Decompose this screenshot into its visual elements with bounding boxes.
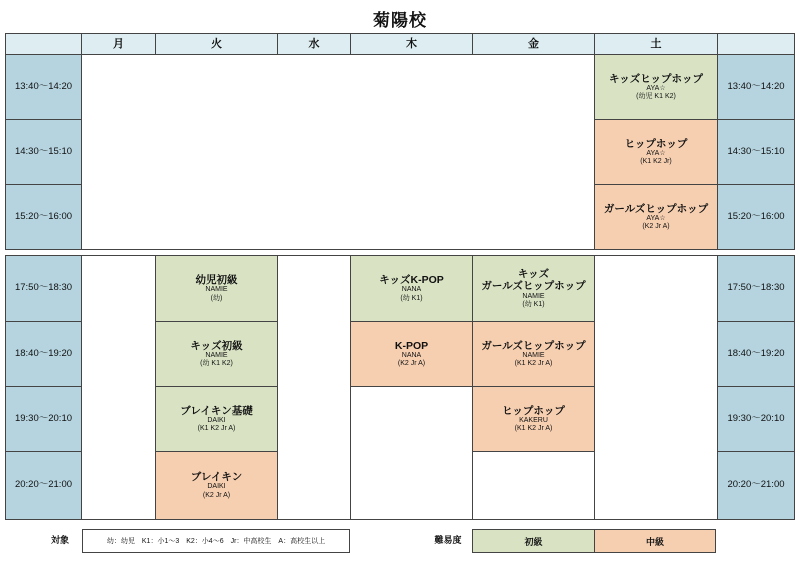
target-legend-label: 対象 [50, 535, 69, 545]
header-day-wed: 水 [277, 33, 351, 55]
difficulty-legend-label: 難易度 [434, 535, 462, 545]
class-teacher: NAMIE [205, 351, 228, 359]
class-teacher: AYA☆ [646, 214, 666, 222]
class-name: キッズ初級 [190, 339, 243, 352]
header-corner-right [717, 33, 795, 55]
time-label-right: 14:30～15:10 [717, 119, 795, 185]
target-legend-box [82, 529, 350, 553]
class-target: (幼児 K1 K2) [636, 93, 676, 101]
time-label-left: 14:30～15:10 [5, 119, 82, 185]
class-target: (幼 K1 K2) [200, 360, 233, 368]
class-target: (K2 Jr A) [642, 223, 670, 231]
time-label-right: 13:40～14:20 [717, 54, 795, 120]
target-legend-text: 幼：幼児 K1：小1～3 K2：小4～6 Jr：中高校生 A：高校生以上 [106, 538, 326, 545]
class-target: (K1 K2 Jr A) [514, 360, 553, 368]
time-label-left: 20:20～21:00 [5, 451, 82, 520]
class-cell-sat-kids-hiphop[interactable] [594, 54, 718, 120]
class-cell-tue-infant-beginner[interactable] [155, 255, 278, 322]
class-target: (K1 K2 Jr A) [197, 425, 236, 433]
class-name: K-POP [394, 339, 429, 352]
class-cell-thu-kpop[interactable] [350, 321, 473, 387]
empty-column-mon [81, 255, 156, 520]
class-target: (幼 K1) [400, 294, 423, 302]
class-teacher: AYA☆ [646, 149, 666, 157]
class-target: (K1 K2 Jr A) [514, 425, 553, 433]
class-teacher: NANA [401, 351, 422, 359]
class-name: ブレイキン [190, 471, 243, 484]
time-label-left: 15:20～16:00 [5, 184, 82, 250]
class-target: (K2 Jr A) [397, 360, 426, 368]
class-cell-sat-girls-hiphop[interactable] [594, 184, 718, 250]
class-name-line1: キッズ [517, 268, 550, 281]
class-cell-fri-girls-hiphop[interactable] [472, 321, 595, 387]
class-cell-thu-kids-kpop[interactable] [350, 255, 473, 322]
class-name: ブレイキン基礎 [180, 404, 253, 417]
class-teacher: NAMIE [522, 292, 545, 300]
class-name: ヒップホップ [624, 137, 688, 150]
header-day-thu: 木 [350, 33, 473, 55]
class-name: キッズK-POP [379, 274, 444, 287]
time-label-left: 13:40～14:20 [5, 54, 82, 120]
class-target: (幼) [210, 294, 223, 302]
class-teacher: NAMIE [522, 351, 545, 359]
class-teacher: NANA [401, 286, 422, 294]
difficulty-intermediate-swatch: 中級 [594, 529, 716, 553]
class-cell-fri-kids-girls-hiphop[interactable] [472, 255, 595, 322]
class-cell-tue-kids-beginner[interactable] [155, 321, 278, 387]
class-cell-tue-breaking-basics[interactable] [155, 386, 278, 452]
class-name: キッズヒップホップ [609, 72, 703, 85]
class-target: (K2 Jr A) [202, 491, 231, 499]
time-label-left: 19:30～20:10 [5, 386, 82, 452]
class-teacher: NAMIE [205, 286, 228, 294]
class-teacher: DAIKI [207, 416, 226, 424]
time-label-right: 20:20～21:00 [717, 451, 795, 520]
header-day-fri: 金 [472, 33, 595, 55]
empty-block-thu [350, 386, 473, 520]
time-label-right: 17:50～18:30 [717, 255, 795, 322]
empty-cell-fri [472, 451, 595, 520]
class-teacher: DAIKI [207, 483, 226, 491]
empty-column-wed [277, 255, 351, 520]
time-label-right: 18:40～19:20 [717, 321, 795, 387]
header-corner-left [5, 33, 82, 55]
class-target: (K1 K2 Jr) [640, 158, 672, 166]
empty-block-afternoon [81, 54, 595, 250]
time-label-right: 19:30～20:10 [717, 386, 795, 452]
class-teacher: AYA☆ [646, 84, 666, 92]
time-label-left: 17:50～18:30 [5, 255, 82, 322]
difficulty-beginner-swatch: 初級 [472, 529, 595, 553]
class-name: ガールズヒップホップ [603, 202, 709, 215]
schedule-grid [5, 33, 795, 520]
class-teacher: KAKERU [519, 416, 548, 424]
class-cell-sat-hiphop[interactable] [594, 119, 718, 185]
time-label-left: 18:40～19:20 [5, 321, 82, 387]
header-day-sat: 土 [594, 33, 718, 55]
class-name-line2: ガールズヒップホップ [481, 280, 586, 293]
class-name: 幼児初級 [195, 274, 238, 287]
time-label-right: 15:20～16:00 [717, 184, 795, 250]
class-name: ヒップホップ [502, 404, 565, 417]
header-day-mon: 月 [81, 33, 156, 55]
class-cell-fri-hiphop[interactable] [472, 386, 595, 452]
empty-column-sat [594, 255, 718, 520]
class-cell-tue-breaking[interactable] [155, 451, 278, 520]
class-target: (幼 K1) [522, 300, 545, 308]
page-title: 菊陽校 [373, 11, 427, 30]
class-name: ガールズヒップホップ [481, 339, 586, 352]
header-day-tue: 火 [155, 33, 278, 55]
